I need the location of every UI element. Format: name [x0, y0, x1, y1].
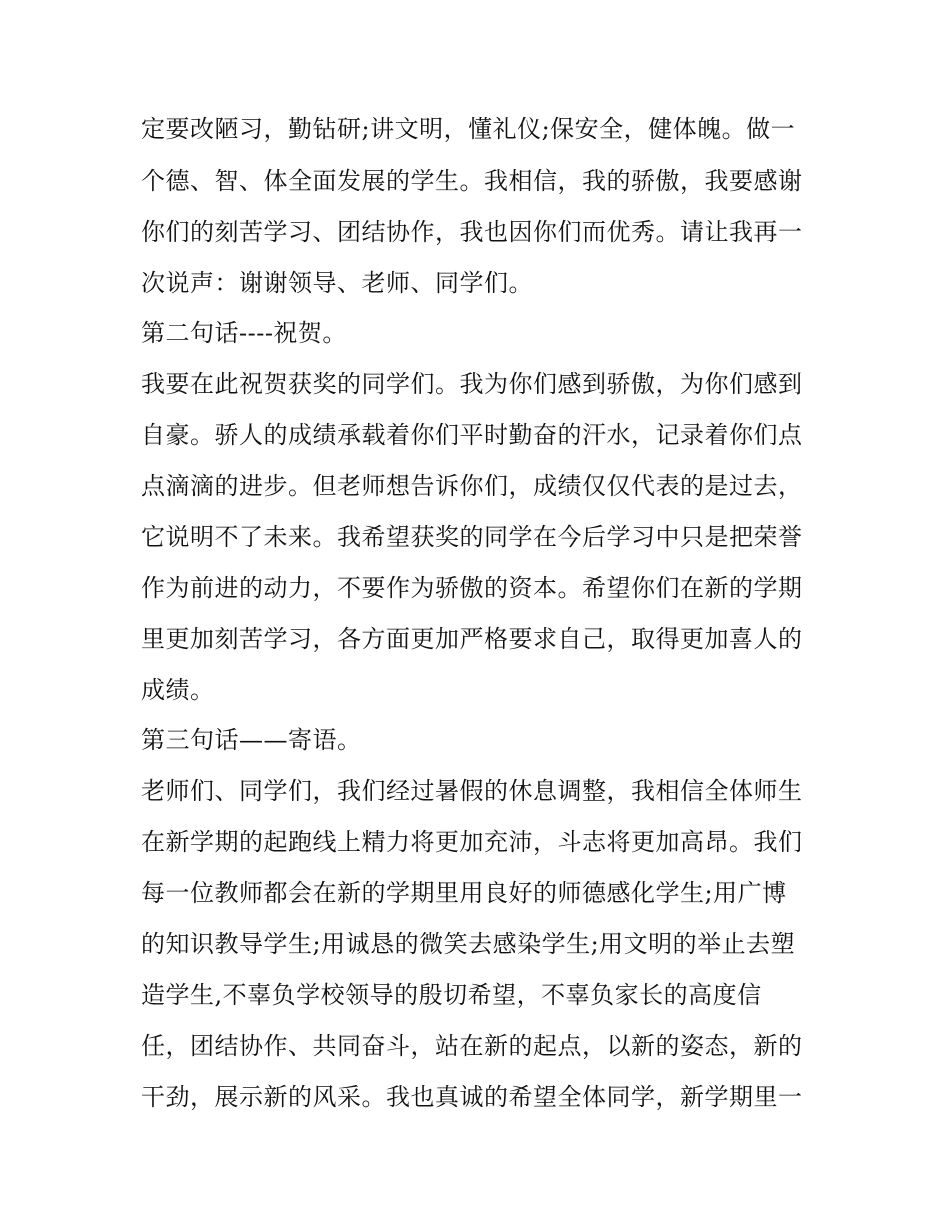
text-line: 在新学期的起跑线上精力将更加充沛，斗志将更加高昂。我们	[141, 828, 803, 856]
text-line: 自豪。骄人的成绩承载着你们平时勤奋的汗水，记录着你们点	[141, 421, 803, 449]
text-line: 每一位教师都会在新的学期里用良好的师德感化学生;用广博	[141, 879, 787, 907]
text-line: 定要改陋习，勤钻研;讲文明，懂礼仪;保安全，健体魄。做一	[141, 115, 796, 143]
text-line: 它说明不了未来。我希望获奖的同学在今后学习中只是把荣誉	[141, 523, 803, 551]
text-line: 你们的刻苦学习、团结协作，我也因你们而优秀。请让我再一	[141, 218, 803, 246]
text-line: 造学生,不辜负学校领导的殷切希望，不辜负家长的高度信	[141, 981, 762, 1009]
text-line: 作为前进的动力，不要作为骄傲的资本。希望你们在新的学期	[141, 574, 803, 602]
text-line: 成绩。	[141, 676, 215, 704]
text-line: 个德、智、体全面发展的学生。我相信，我的骄傲，我要感谢	[141, 167, 803, 195]
text-line: 干劲，展示新的风采。我也真诚的希望全体同学，新学期里一	[141, 1083, 803, 1111]
text-line: 点滴滴的进步。但老师想告诉你们，成绩仅仅代表的是过去，	[141, 472, 803, 500]
text-line: 老师们、同学们，我们经过暑假的休息调整，我相信全体师生	[141, 777, 803, 805]
section-heading: 第二句话----祝贺。	[141, 319, 347, 347]
section-heading: 第三句话——寄语。	[141, 726, 362, 754]
text-line: 里更加刻苦学习，各方面更加严格要求自己，取得更加喜人的	[141, 625, 803, 653]
text-line: 的知识教导学生;用诚恳的微笑去感染学生;用文明的举止去塑	[141, 930, 796, 958]
text-line: 任，团结协作、共同奋斗，站在新的起点，以新的姿态，新的	[141, 1032, 803, 1060]
text-line: 我要在此祝贺获奖的同学们。我为你们感到骄傲，为你们感到	[141, 370, 803, 398]
text-line: 次说声：谢谢领导、老师、同学们。	[141, 269, 533, 297]
